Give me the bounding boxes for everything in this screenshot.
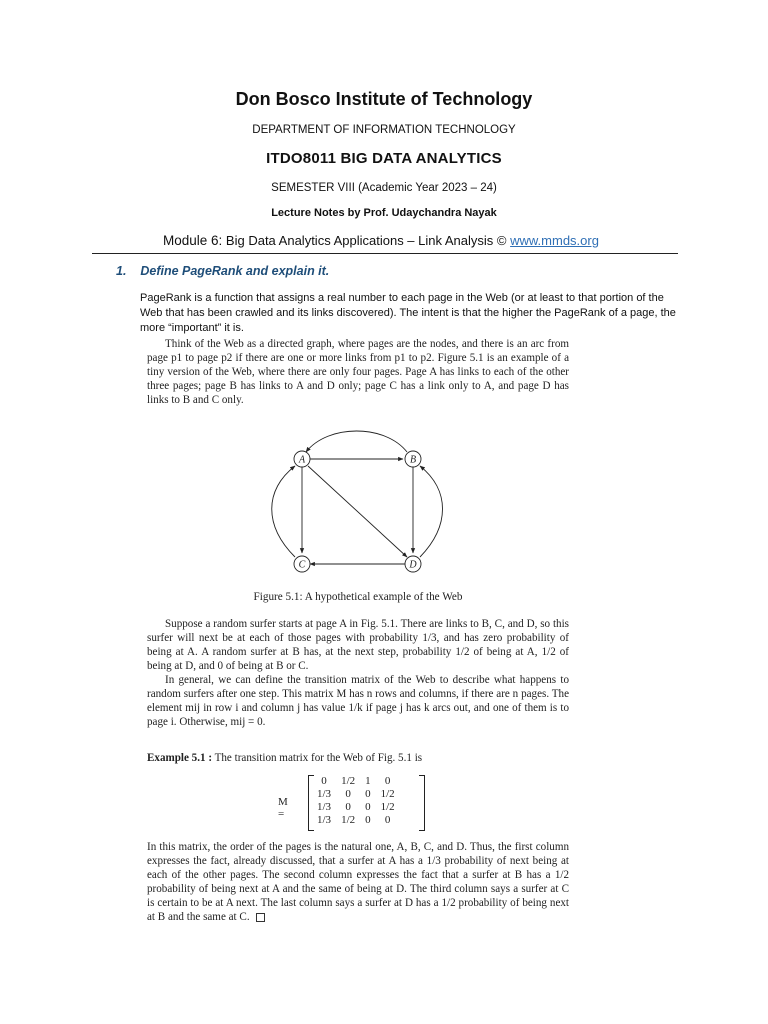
matrix-cell: 1/2 xyxy=(380,801,395,813)
figure-caption: Figure 5.1: A hypothetical example of the Web xyxy=(253,591,463,603)
module-heading xyxy=(163,233,599,248)
matrix-row xyxy=(312,788,400,801)
matrix-cell: 1/3 xyxy=(317,814,332,826)
question-title: Define PageRank and explain it. xyxy=(140,264,330,278)
matrix-label: M = xyxy=(278,796,288,820)
graph-paragraph xyxy=(147,337,569,407)
matrix-cell: 0 xyxy=(345,801,351,813)
matrix-cell: 0 xyxy=(365,801,371,813)
header-divider xyxy=(92,253,678,254)
module-title: Big Data Analytics Applications – Link Analysis © xyxy=(225,233,507,248)
matrix-cell: 0 xyxy=(384,775,391,787)
edge-a-d xyxy=(308,466,407,557)
edge-d-b xyxy=(420,466,443,557)
surfer-paragraphs xyxy=(147,617,569,729)
matrix-cell: 1/3 xyxy=(317,788,332,800)
matrix-cell: 0 xyxy=(345,788,351,800)
example-label: Example 5.1 : xyxy=(147,752,213,764)
matrix-cell: 1/2 xyxy=(341,814,356,826)
institute-title: Don Bosco Institute of Technology xyxy=(235,89,533,109)
intro-paragraph: PageRank is a function that assigns a real number to each page in the Web (or at least to that portion of the Web that has been crawled and its links discovered). The intent is that the higher the PageRank of a page, the more “important” it is. xyxy=(140,292,676,334)
example-heading xyxy=(147,752,422,764)
matrix-row xyxy=(312,801,400,814)
matrix-explanation-text: In this matrix, the order of the pages is the natural one, A, B, C, and D. Thus, the first column expresses the fact, already discussed, that a surfer at A has a 1/3 probability of next being at each of the other pages. The second column expresses the fact that a surfer at B has a 1/2 probability of being next at A and the same of being at D. The third column says a surfer at C is certain to be at A next. The last column says a surfer at D has a 1/2 probability of being next at B and the same at C. xyxy=(147,841,569,923)
web-graph-figure xyxy=(260,426,460,586)
matrix-cell: 1/2 xyxy=(380,788,395,800)
qed-symbol xyxy=(256,913,265,922)
module-prefix: Module 6: xyxy=(163,233,223,248)
course-title: ITDO8011 BIG DATA ANALYTICS xyxy=(266,150,502,167)
department-name: DEPARTMENT OF INFORMATION TECHNOLOGY xyxy=(252,124,516,136)
graph-paragraph-text: Think of the Web as a directed graph, where pages are the nodes, and there is an arc from page p1 to page p2 if there are one or more links from p1 to p2. Figure 5.1 is an example of a tiny version of the Web, where there are only four pages. Page A has links to each of the other three pages; page B has links to A and D only; page C has a link only to A, and page D has links to B and C only. xyxy=(147,338,569,406)
edge-c-a xyxy=(272,466,295,557)
node-d-label: D xyxy=(409,559,417,571)
mmds-link[interactable]: www.mmds.org xyxy=(510,233,599,248)
matrix-cell: 1 xyxy=(365,775,371,787)
matrix-row xyxy=(312,814,400,827)
node-b-label: B xyxy=(409,454,417,466)
question-heading xyxy=(116,264,329,278)
matrix-right-bracket xyxy=(419,775,425,831)
matrix-cell: 0 xyxy=(321,775,327,787)
matrix-explanation xyxy=(147,840,569,924)
question-number: 1. xyxy=(116,264,127,278)
matrix-table xyxy=(312,775,400,827)
matrix-cell: 0 xyxy=(365,788,371,800)
matrix-cell: 0 xyxy=(384,814,391,826)
node-a-label: A xyxy=(298,454,306,466)
node-c-label: C xyxy=(298,559,306,571)
matrix-cell: 1/2 xyxy=(341,775,356,787)
matrix-row xyxy=(312,775,400,788)
lecture-author: Lecture Notes by Prof. Udaychandra Nayak xyxy=(271,207,497,219)
matrix-cell: 1/3 xyxy=(317,801,332,813)
semester-info: SEMESTER VIII (Academic Year 2023 – 24) xyxy=(271,182,497,194)
transition-paragraph: In general, we can define the transition matrix of the Web to describe what happens to random surfers after one step. This matrix M has n rows and columns, if there are n pages. The element mij in row i and column j has value 1/k if page j has k arcs out, and one of them is to page i. Otherwise, mij = 0. xyxy=(147,674,569,728)
surfer-paragraph: Suppose a random surfer starts at page A in Fig. 5.1. There are links to B, C, and D, so this surfer will next be at each of those pages with probability 1/3, and has zero probability of being at A. A random surfer at B has, at the next step, probability 1/2 of being at A, 1/2 of being at D, and 0 of being at B or C. xyxy=(147,618,569,672)
edge-b-a xyxy=(306,431,407,452)
matrix-cell: 0 xyxy=(365,814,371,826)
example-text: The transition matrix for the Web of Fig. 5.1 is xyxy=(214,752,423,764)
